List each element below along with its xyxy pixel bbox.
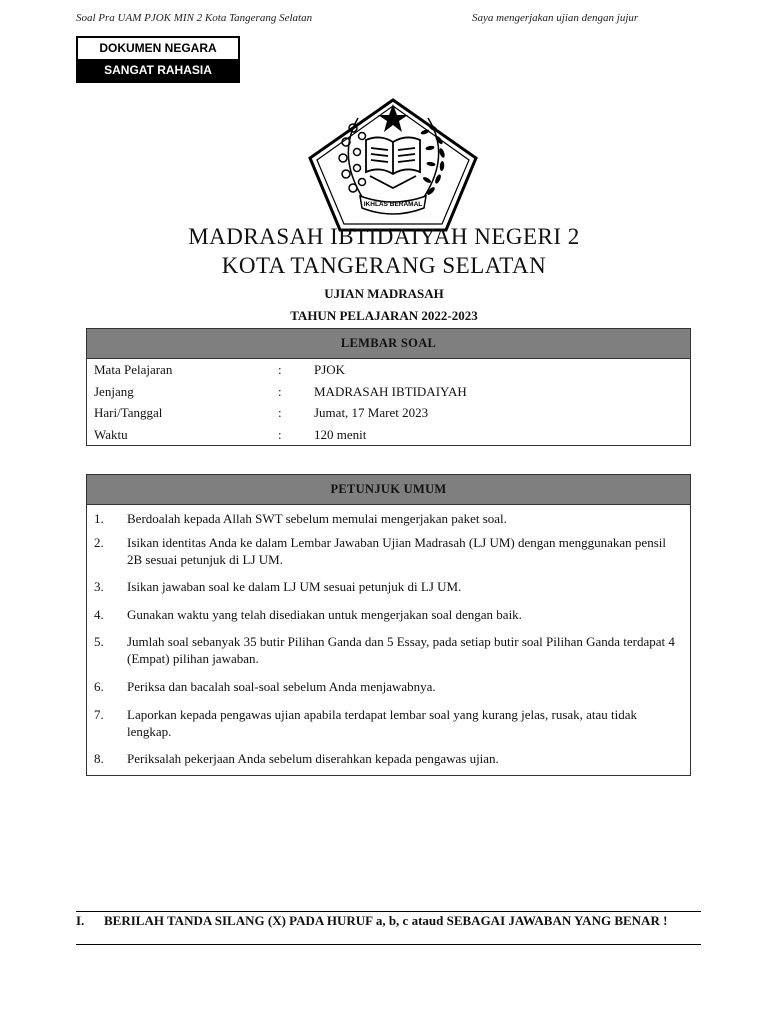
instruction-text: Laporkan kepada pengawas ujian apabila terdapat lembar soal yang kurang jelas, rusak, atau tidak lengkap.	[127, 707, 638, 739]
academic-year: TAHUN PELAJARAN 2022-2023	[290, 308, 478, 323]
section-number: I.	[76, 913, 85, 928]
info-label: Waktu	[94, 426, 128, 442]
instruction-text: Jumlah soal sebanyak 35 butir Pilihan Ganda dan 5 Essay, pada setiap butir soal Pilihan Ganda terdapat 4 (Empat) pilihan jawaban.	[127, 634, 675, 666]
stamp-line-1: DOKUMEN NEGARA	[78, 38, 238, 59]
instruction-text: Isikan jawaban soal ke dalam LJ UM sesuai petunjuk di LJ UM.	[127, 579, 462, 594]
open-book-icon	[366, 137, 420, 188]
instruction-text: Periksa dan bacalah soal-soal sebelum Anda menjawabnya.	[127, 679, 436, 694]
running-header-left: Soal Pra UAM PJOK MIN 2 Kota Tangerang Selatan	[76, 12, 313, 24]
petunjuk-umum-title: PETUNJUK UMUM	[87, 475, 690, 505]
instruction-text: Isikan identitas Anda ke dalam Lembar Jawaban Ujian Madrasah (LJ UM) dengan menggunakan pensil 2B sesuai petunjuk di LJ UM.	[127, 535, 666, 567]
ribbon-text: IKHLAS BERAMAL	[363, 201, 423, 208]
section-heading	[76, 911, 701, 945]
kemenag-emblem-icon	[306, 96, 480, 232]
info-value: Jumat, 17 Maret 2023	[314, 405, 429, 420]
running-header-right: Saya mengerjakan ujian dengan jujur	[472, 12, 639, 24]
info-value: PJOK	[314, 362, 346, 377]
petunjuk-umum-table	[86, 474, 691, 776]
instruction-number: 7.	[94, 707, 104, 722]
exam-title: UJIAN MADRASAH	[324, 286, 444, 301]
lembar-soal-title: LEMBAR SOAL	[87, 329, 690, 359]
instruction-number: 2.	[94, 535, 104, 550]
rice-branch-icon	[420, 118, 446, 200]
info-label: Jenjang	[94, 383, 134, 399]
info-separator: :	[278, 405, 282, 420]
instruction-text: Periksalah pekerjaan Anda sebelum diserahkan kepada pengawas ujian.	[127, 751, 499, 766]
info-row	[87, 424, 690, 446]
info-row	[87, 402, 690, 424]
classification-stamp	[76, 36, 240, 83]
instruction-number: 1.	[94, 511, 104, 526]
info-label: Hari/Tanggal	[94, 405, 163, 420]
lembar-soal-table	[86, 328, 691, 446]
info-separator: :	[278, 362, 282, 377]
info-row	[87, 359, 690, 381]
info-separator: :	[278, 383, 282, 399]
info-label: Mata Pelajaran	[94, 362, 173, 377]
school-name-line-1: MADRASAH IBTIDAIYAH NEGERI 2	[188, 224, 580, 249]
info-value: 120 menit	[314, 426, 367, 442]
instruction-number: 8.	[94, 751, 104, 766]
school-name-line-2: KOTA TANGERANG SELATAN	[221, 253, 547, 278]
instruction-number: 5.	[94, 634, 104, 649]
instruction-number: 3.	[94, 579, 104, 594]
instruction-text: Berdoalah kepada Allah SWT sebelum memulai mengerjakan paket soal.	[127, 511, 507, 526]
stamp-line-2: SANGAT RAHASIA	[78, 59, 238, 81]
section-instruction: BERILAH TANDA SILANG (X) PADA HURUF a, b, c ataud SEBAGAI JAWABAN YANG BENAR !	[104, 913, 668, 928]
cotton-branch-icon	[339, 118, 366, 200]
instruction-text: Gunakan waktu yang telah disediakan untuk mengerjakan soal dengan baik.	[127, 607, 522, 622]
instruction-number: 4.	[94, 607, 104, 622]
info-value: MADRASAH IBTIDAIYAH	[314, 383, 467, 399]
info-separator: :	[278, 426, 282, 442]
info-row	[87, 381, 690, 403]
instruction-number: 6.	[94, 679, 104, 694]
